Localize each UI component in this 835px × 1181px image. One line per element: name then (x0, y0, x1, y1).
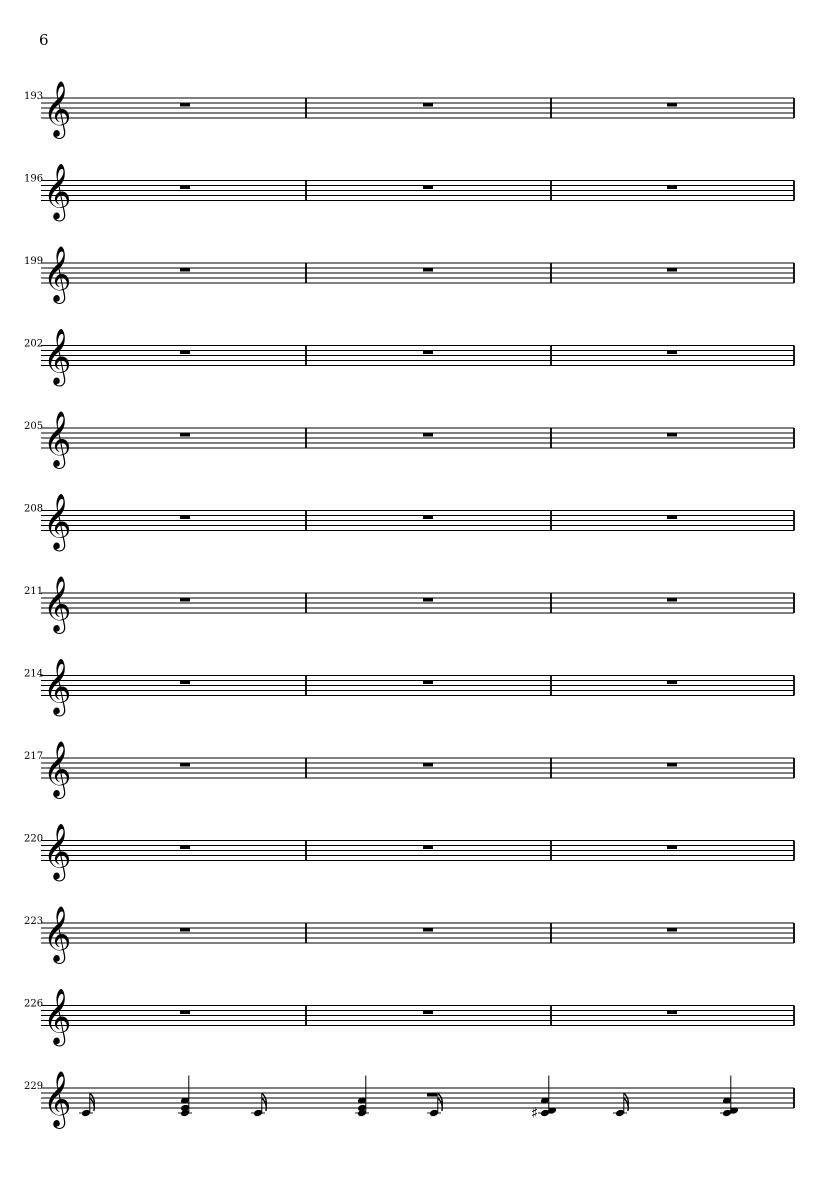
whole-rest-icon (667, 268, 677, 272)
measure-number: 202 (24, 338, 44, 350)
whole-rest-icon (423, 103, 433, 107)
whole-rest-icon (667, 681, 677, 685)
whole-rest-icon (180, 516, 190, 520)
whole-rest-icon (180, 598, 190, 602)
treble-clef-icon: 𝄞 (43, 411, 72, 467)
whole-rest-icon (667, 1011, 677, 1015)
sharp-icon: ♯ (531, 1104, 539, 1122)
whole-rest-icon (423, 681, 433, 685)
whole-rest-icon (180, 268, 190, 272)
whole-rest-icon (667, 516, 677, 520)
whole-rest-icon (180, 433, 190, 437)
whole-rest-icon (423, 598, 433, 602)
measure-number: 226 (24, 998, 44, 1010)
measure-number: 211 (24, 586, 44, 597)
whole-rest-icon (180, 103, 190, 107)
measure-number: 217 (24, 751, 44, 762)
treble-clef-icon: 𝄞 (43, 1071, 72, 1127)
whole-rest-icon (667, 846, 677, 850)
whole-rest-icon (180, 1011, 190, 1015)
whole-rest-icon (423, 186, 433, 190)
treble-clef-icon: 𝄞 (43, 988, 72, 1045)
treble-clef-icon: 𝄞 (43, 741, 72, 797)
whole-rest-icon (423, 268, 433, 272)
measure-number: 193 (24, 91, 44, 102)
whole-rest-icon (423, 763, 433, 767)
treble-clef-icon: 𝄞 (43, 81, 72, 137)
whole-rest-icon (180, 186, 190, 190)
whole-rest-icon (423, 516, 433, 520)
treble-clef-icon: 𝄞 (43, 328, 72, 385)
treble-clef-icon: 𝄞 (43, 906, 72, 962)
treble-clef-icon: 𝄞 (43, 493, 72, 550)
measure-number: 205 (24, 421, 44, 432)
whole-rest-icon (667, 763, 677, 767)
measure-number: 196 (24, 173, 44, 185)
whole-rest-icon (423, 433, 433, 437)
whole-rest-icon (423, 928, 433, 932)
measure-number: 229 (24, 1081, 44, 1092)
whole-rest-icon (667, 928, 677, 932)
whole-rest-icon (180, 846, 190, 850)
measure-number: 220 (24, 833, 44, 845)
treble-clef-icon: 𝄞 (43, 246, 72, 302)
treble-clef-icon: 𝄞 (43, 576, 72, 632)
page-number: 6 (39, 31, 49, 49)
treble-clef-icon: 𝄞 (43, 163, 72, 220)
whole-rest-icon (667, 433, 677, 437)
whole-rest-icon (423, 1011, 433, 1015)
whole-rest-icon (180, 763, 190, 767)
whole-rest-icon (427, 1093, 437, 1097)
whole-rest-icon (667, 103, 677, 107)
treble-clef-icon: 𝄞 (43, 823, 72, 880)
whole-rest-icon (667, 351, 677, 355)
whole-rest-icon (667, 598, 677, 602)
measure-number: 199 (24, 256, 44, 267)
whole-rest-icon (423, 846, 433, 850)
whole-rest-icon (423, 351, 433, 355)
whole-rest-icon (180, 681, 190, 685)
measure-number: 214 (24, 668, 44, 680)
whole-rest-icon (667, 186, 677, 190)
whole-rest-icon (180, 351, 190, 355)
measure-number: 223 (24, 916, 44, 927)
whole-rest-icon (180, 928, 190, 932)
treble-clef-icon: 𝄞 (43, 658, 72, 715)
measure-number: 208 (24, 503, 44, 515)
